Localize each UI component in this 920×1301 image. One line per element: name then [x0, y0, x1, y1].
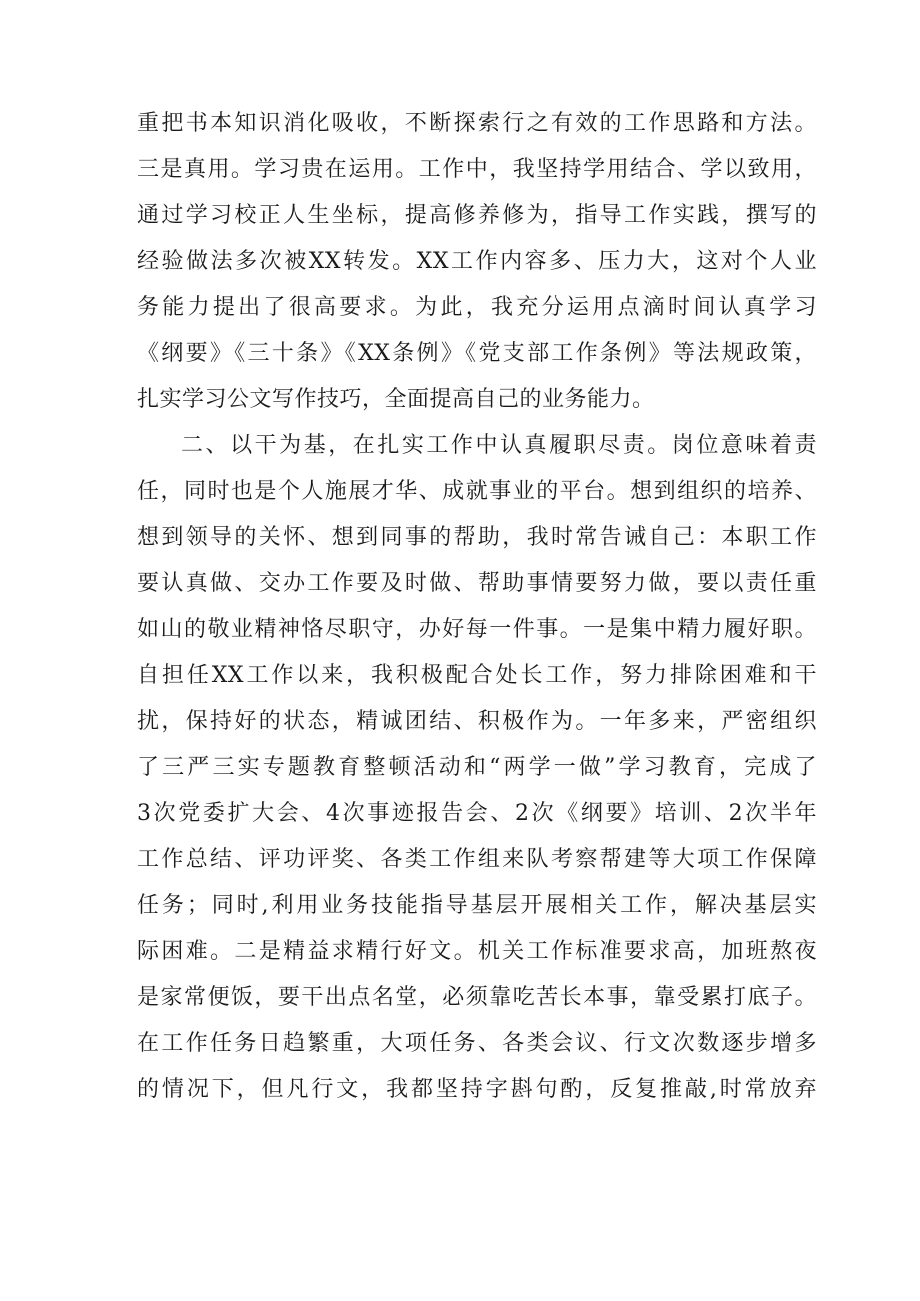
text-line: 如山的敬业精神恪尽职守，办好每一件事。一是集中精力履好职。 [137, 617, 817, 642]
text-line: 重把书本知识消化吸收，不断探索行之有效的工作思路和方法。 [137, 111, 817, 136]
text-line: 自担任XX工作以来，我积极配合处长工作，努力排除困难和干 [137, 663, 817, 688]
text-line: 了三严三实专题教育整顿活动和“两学一做”学习教育，完成了 [137, 755, 817, 780]
text-line: 任务；同时,利用业务技能指导基层开展相关工作，解决基层实 [137, 893, 817, 918]
text-line: 二、以干为基，在扎实工作中认真履职尽责。岗位意味着责 [181, 433, 817, 458]
text-line: 三是真用。学习贵在运用。工作中，我坚持学用结合、学以致用， [137, 157, 817, 182]
text-line: 想到领导的关怀、想到同事的帮助，我时常告诫自己：本职工作 [137, 525, 817, 550]
text-line: 在工作任务日趋繁重，大项任务、各类会议、行文次数逐步增多 [137, 1031, 817, 1056]
text-line: 经验做法多次被XX转发。XX工作内容多、压力大，这对个人业 [137, 249, 817, 274]
text-line: 务能力提出了很高要求。为此，我充分运用点滴时间认真学习 [137, 295, 817, 320]
text-line: 扎实学习公文写作技巧，全面提高自己的业务能力。 [137, 387, 655, 412]
body-text [137, 101, 817, 1113]
text-line: 《纲要》《三十条》《XX条例》《党支部工作条例》等法规政策， [137, 341, 817, 366]
text-line: 工作总结、评功评奖、各类工作组来队考察帮建等大项工作保障 [137, 847, 817, 872]
text-line: 际困难。二是精益求精行好文。机关工作标准要求高，加班熬夜 [137, 939, 817, 964]
text-line: 3次党委扩大会、4次事迹报告会、2次《纲要》培训、2次半年 [137, 801, 817, 826]
text-line: 的情况下，但凡行文，我都坚持字斟句酌，反复推敲,时常放弃 [137, 1077, 817, 1102]
text-line: 扰，保持好的状态，精诚团结、积极作为。一年多来，严密组织 [137, 709, 817, 734]
text-line: 是家常便饭，要干出点名堂，必须靠吃苦长本事，靠受累打底子。 [137, 985, 817, 1010]
text-line: 通过学习校正人生坐标，提高修养修为，指导工作实践，撰写的 [137, 203, 817, 228]
text-line: 任，同时也是个人施展才华、成就事业的平台。想到组织的培养、 [137, 479, 817, 504]
text-line: 要认真做、交办工作要及时做、帮助事情要努力做，要以责任重 [137, 571, 817, 596]
